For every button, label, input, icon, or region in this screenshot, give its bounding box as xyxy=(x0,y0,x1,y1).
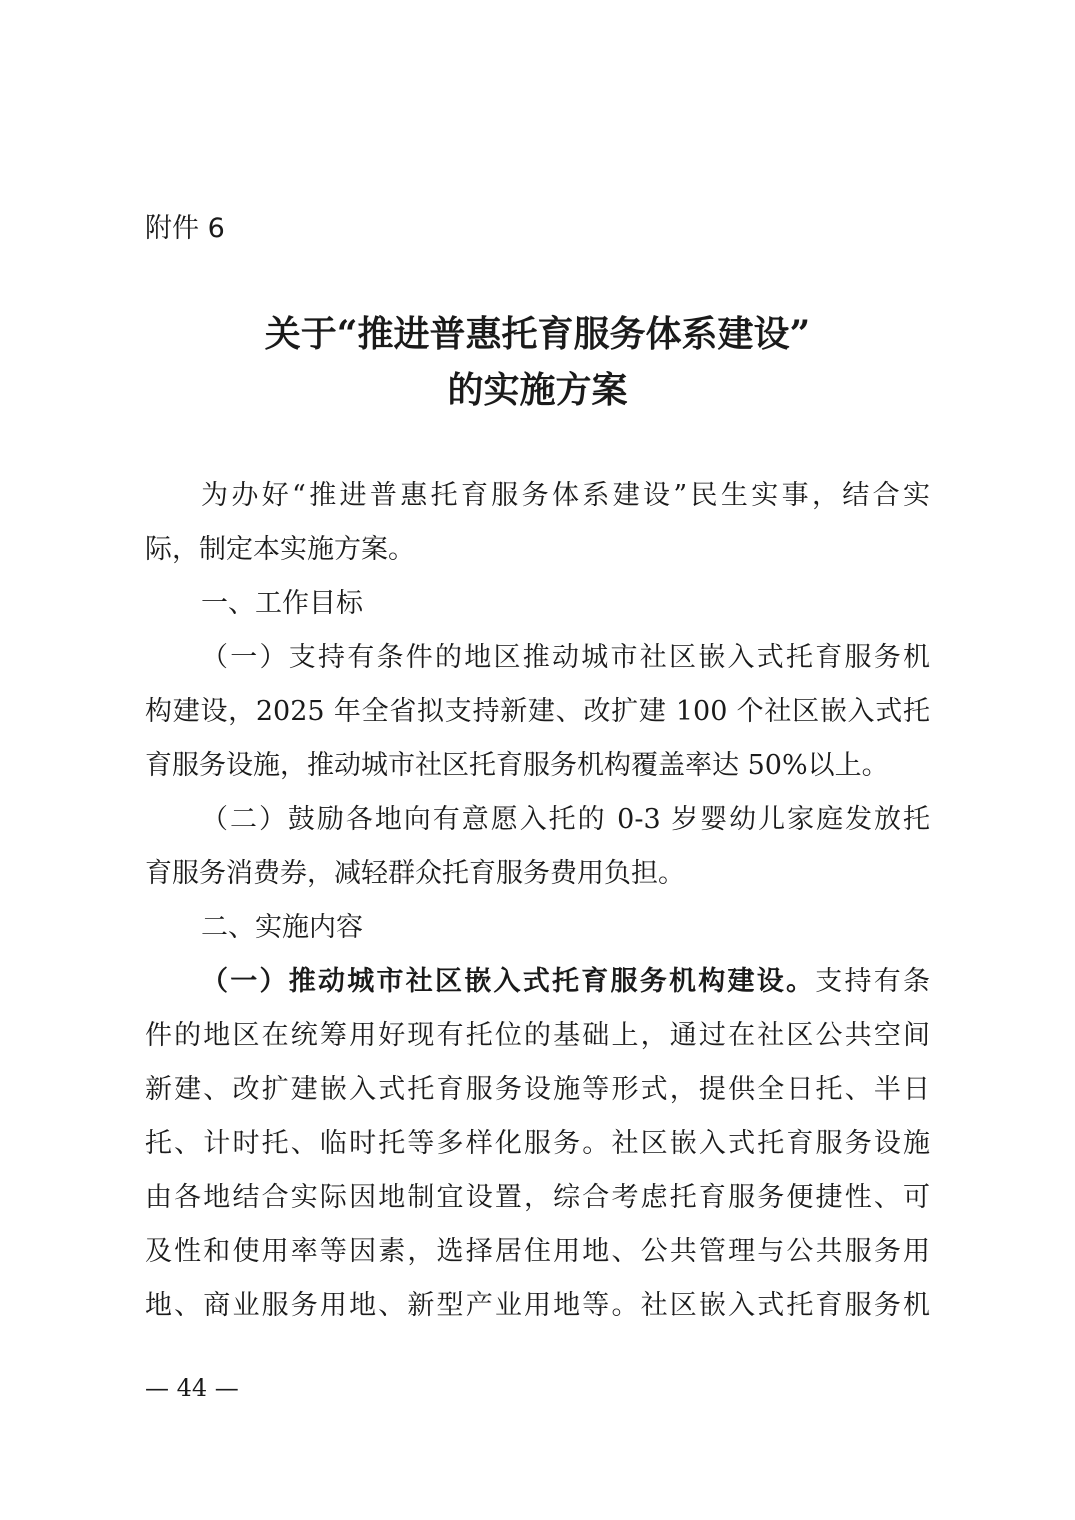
text-line: 育服务消费券，减轻群众托育服务费用负担。 xyxy=(145,858,685,889)
document-title-line1: 关于“推进普惠托育服务体系建设” xyxy=(264,313,811,355)
section-heading: 二、实施内容 xyxy=(201,912,363,943)
text-line: 件的地区在统筹用好现有托位的基础上，通过在社区公共空间 xyxy=(145,1020,930,1051)
attachment-label: 附件 6 xyxy=(145,213,225,244)
text-line: 由各地结合实际因地制宜设置，综合考虑托育服务便捷性、可 xyxy=(145,1182,930,1213)
text-line: （一）支持有条件的地区推动城市社区嵌入式托育服务机 xyxy=(201,642,930,673)
text-line: 育服务设施，推动城市社区托育服务机构覆盖率达 50%以上。 xyxy=(145,750,889,781)
page-number: — 44 — xyxy=(145,1374,239,1402)
text-line: （二）鼓励各地向有意愿入托的 0-3 岁婴幼儿家庭发放托 xyxy=(201,804,930,835)
text-span: 支持有条 xyxy=(815,966,930,997)
text-line: 地、商业服务用地、新型产业用地等。社区嵌入式托育服务机 xyxy=(145,1290,930,1321)
bold-lead: （一）推动城市社区嵌入式托育服务机构建设。 xyxy=(201,966,816,997)
text-line xyxy=(201,962,930,1002)
section-heading: 一、工作目标 xyxy=(201,588,363,619)
text-line: 构建设，2025 年全省拟支持新建、改扩建 100 个社区嵌入式托 xyxy=(145,696,930,727)
text-line: 及性和使用率等因素，选择居住用地、公共管理与公共服务用 xyxy=(145,1236,930,1267)
text-line: 新建、改扩建嵌入式托育服务设施等形式，提供全日托、半日 xyxy=(145,1074,930,1105)
document-title-line2: 的实施方案 xyxy=(447,369,628,411)
text-line: 际，制定本实施方案。 xyxy=(145,534,415,565)
text-line: 托、计时托、临时托等多样化服务。社区嵌入式托育服务设施 xyxy=(145,1128,930,1159)
text-line: 为办好“推进普惠托育服务体系建设”民生实事，结合实 xyxy=(201,480,930,511)
